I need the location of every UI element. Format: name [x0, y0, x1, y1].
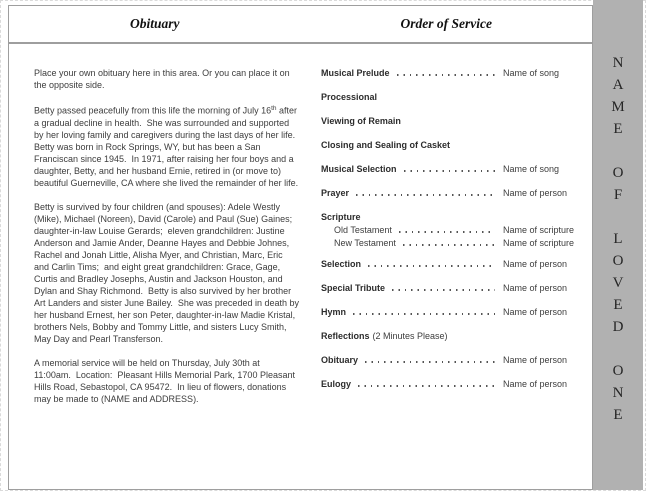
service-row-musical-selection: [321, 163, 579, 175]
service-row-selection: [321, 258, 579, 270]
service-item-value: Name of song: [503, 68, 560, 78]
service-subitem-label: New Testament: [334, 238, 396, 248]
service-item-value: Name of person: [503, 307, 568, 317]
service-subitem-label: Old Testament: [334, 225, 392, 235]
service-item-value: Name of person: [503, 355, 568, 365]
service-row-new-testament: [321, 237, 579, 249]
vertical-letter: O: [612, 165, 624, 181]
ordinal-superscript: th: [271, 105, 277, 112]
vertical-letter: L: [613, 231, 623, 247]
service-row-old-testament: [321, 224, 579, 236]
service-row-hymn: [321, 306, 579, 318]
service-item-label: Hymn: [321, 307, 347, 317]
service-row-scripture: [321, 211, 579, 223]
service-item-note: (2 Minutes Please): [372, 331, 448, 341]
service-item-label: Processional: [321, 92, 378, 102]
service-item-value: Name of song: [503, 164, 560, 174]
obituary-paragraph-service-info: A memorial service will be held on Thursday, July 30th at 11:00am. Location: Pleasant Hills Memorial Park, 1700 Pleasant Hills Road, Sebastopol, CA 95472. In lieu of flowers, donations may be made to (NAME and ADDRESS).: [34, 357, 298, 404]
service-item-value: Name of person: [503, 283, 568, 293]
vertical-letter: E: [613, 121, 623, 137]
vertical-letter: V: [612, 275, 624, 291]
service-item-label: Reflections: [321, 331, 370, 341]
name-of-loved-one-banner: [593, 0, 643, 490]
obituary-title: Obituary: [129, 16, 180, 31]
obituary-paragraph-life: [34, 103, 299, 189]
service-row-musical-prelude: [321, 67, 579, 79]
obituary-paragraph-life-rest: after a gradual decline in health. She was surrounded and supported by her loving family and caregivers during the last days of her life. Betty was born in Rock Springs, WY, but has been a San Franciscan since 1945. In 1971, after raising her four boys and a daughter, Betty, and her husband Ernie, retired in (or move to) beautiful Guerneville, CA where she lived the remainder of her life.: [34, 105, 301, 188]
service-item-label: Viewing of Remain: [321, 116, 401, 126]
service-item-label: Scripture: [321, 212, 361, 222]
service-item-label: Prayer: [321, 188, 350, 198]
service-item-label: Closing and Sealing of Casket: [321, 140, 451, 150]
vertical-letter: N: [612, 55, 624, 71]
dotted-leader: [397, 74, 495, 76]
vertical-letter: O: [612, 253, 624, 269]
service-row-prayer: [321, 187, 579, 199]
dotted-leader: [392, 289, 495, 291]
obituary-placeholder-paragraph: Place your own obituary here in this area. Or you can place it on the opposite side.: [34, 68, 293, 90]
dotted-leader: [404, 170, 495, 172]
service-item-label: Special Tribute: [321, 283, 386, 293]
dotted-leader: [353, 313, 495, 315]
program-content: [8, 43, 593, 490]
dotted-leader: [403, 244, 495, 246]
vertical-letter: F: [613, 187, 623, 203]
obituary-column: [34, 67, 302, 489]
vertical-name-text: [593, 0, 643, 426]
service-row-special-tribute: [321, 282, 579, 294]
order-of-service-column: [321, 67, 579, 489]
vertical-letter: E: [613, 407, 623, 423]
dotted-leader: [358, 385, 495, 387]
vertical-letter: O: [612, 363, 624, 379]
vertical-letter: A: [612, 77, 624, 93]
obituary-paragraph-life-text: Betty passed peacefully from this life the morning of July 16: [34, 105, 272, 116]
order-of-service-title: Order of Service: [400, 16, 492, 31]
dotted-leader: [368, 265, 495, 267]
obituary-paragraph-survivors: Betty is survived by four children (and spouses): Adele Westly (Mike), Michael (Noreen), David (Carole) and Paul (Sue) Gaines; daughter-in-law Louise Gerards; eleven grandchildren: Justine Anderson and Jamie Ander, Deanne Hayes and Debbie Johnes, Rachel and Jonah Little, Alisha Myer, and Christian, Marc, Eric and Carlin Tims; and eight great grandchildren: Grace, Gage, Curtis and Bradley Josephs, Austin and Jackson Houston, and Dylan and Shay Richmond. Betty is also survived by her brother Art Landers and sister June Bailey. She was preceded in death by her husband Ernest, her son Peter, daughter-in-law Madie Kristal, brothers Nels, Bobby and Tommy Little, and sisters Lucy Smith, May Day and Pearl Transferson.: [34, 201, 302, 344]
dotted-leader: [399, 231, 495, 233]
service-item-label: Selection: [321, 259, 362, 269]
order-of-service-title-cell: [301, 6, 593, 42]
obituary-title-cell: [9, 6, 301, 42]
service-row-closing-and-sealing: [321, 139, 579, 151]
title-bar: [8, 5, 593, 43]
service-item-label: Eulogy: [321, 379, 352, 389]
service-row-viewing-of-remain: [321, 115, 579, 127]
vertical-letter: E: [613, 297, 623, 313]
dotted-leader: [365, 361, 495, 363]
service-row-reflections: [321, 330, 579, 342]
vertical-letter: N: [612, 385, 624, 401]
service-item-value: Name of person: [503, 188, 568, 198]
service-item-label: Obituary: [321, 355, 359, 365]
dotted-leader: [356, 194, 495, 196]
service-item-value: Name of scripture: [503, 225, 575, 235]
service-item-value: Name of scripture: [503, 238, 575, 248]
service-item-label: Musical Prelude: [321, 68, 390, 78]
service-row-obituary: [321, 354, 579, 366]
service-item-label: Musical Selection: [321, 164, 397, 174]
service-item-value: Name of person: [503, 379, 568, 389]
service-row-eulogy: [321, 378, 579, 390]
vertical-letter: D: [612, 319, 624, 335]
vertical-letter: M: [611, 99, 625, 115]
service-row-processional: [321, 91, 579, 103]
service-item-value: Name of person: [503, 259, 568, 269]
